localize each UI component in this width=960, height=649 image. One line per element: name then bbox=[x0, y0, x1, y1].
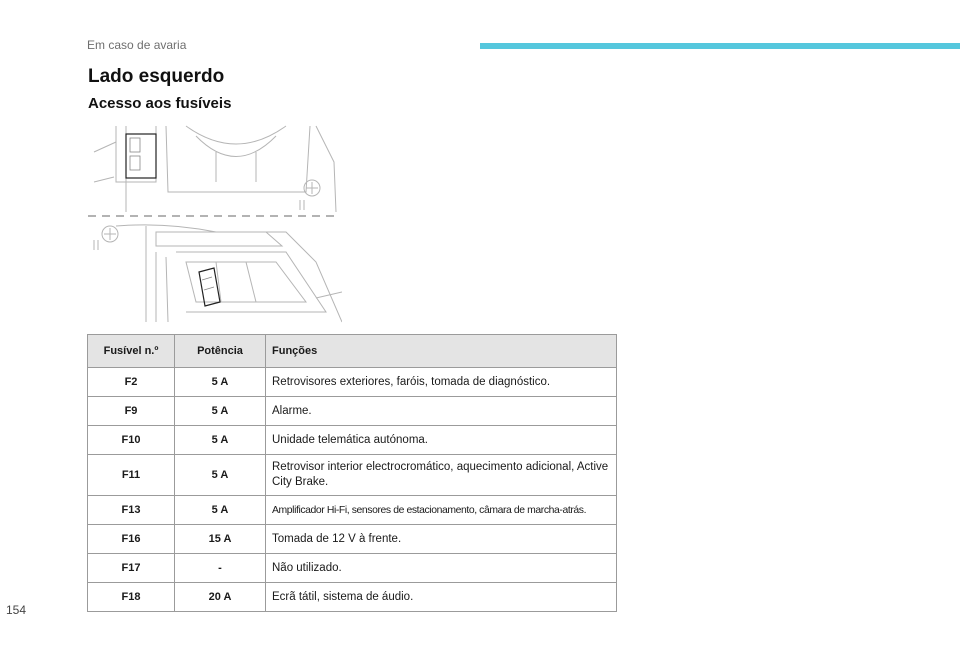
fuse-number: F13 bbox=[88, 496, 175, 525]
section-subtitle: Acesso aos fusíveis bbox=[88, 95, 232, 112]
fuse-power: 5 A bbox=[175, 455, 266, 496]
table-header-row bbox=[88, 335, 617, 368]
fuse-power: 5 A bbox=[175, 368, 266, 397]
header-accent-bar bbox=[480, 43, 960, 49]
fuse-number: F9 bbox=[88, 397, 175, 426]
fuse-number: F17 bbox=[88, 554, 175, 583]
fuse-power: 20 A bbox=[175, 583, 266, 612]
table-row bbox=[88, 426, 617, 455]
fuse-power: 5 A bbox=[175, 496, 266, 525]
column-header-functions: Funções bbox=[266, 335, 617, 368]
fuse-function: Retrovisores exteriores, faróis, tomada de diagnóstico. bbox=[266, 368, 617, 397]
table-row bbox=[88, 554, 617, 583]
fuse-power: 5 A bbox=[175, 397, 266, 426]
fuse-function: Alarme. bbox=[266, 397, 617, 426]
fuse-table bbox=[87, 334, 617, 612]
page-title: Lado esquerdo bbox=[88, 66, 225, 87]
column-header-fuse: Fusível n.º bbox=[88, 335, 175, 368]
fuse-function: Não utilizado. bbox=[266, 554, 617, 583]
fuse-function: Retrovisor interior electrocromático, aquecimento adicional, Active City Brake. bbox=[266, 455, 617, 496]
fuse-number: F16 bbox=[88, 525, 175, 554]
table-row bbox=[88, 368, 617, 397]
table-row bbox=[88, 455, 617, 496]
fuse-number: F2 bbox=[88, 368, 175, 397]
fuse-power: 5 A bbox=[175, 426, 266, 455]
table-row bbox=[88, 496, 617, 525]
section-header: Em caso de avaria bbox=[87, 38, 187, 52]
column-header-power: Potência bbox=[175, 335, 266, 368]
fuse-number: F10 bbox=[88, 426, 175, 455]
fuse-function: Amplificador Hi-Fi, sensores de estacionamento, câmara de marcha-atrás. bbox=[266, 496, 617, 525]
table-row bbox=[88, 397, 617, 426]
fuse-number: F11 bbox=[88, 455, 175, 496]
fuse-power: 15 A bbox=[175, 525, 266, 554]
page-number: 154 bbox=[6, 603, 27, 617]
fuse-function: Tomada de 12 V à frente. bbox=[266, 525, 617, 554]
fuse-power: - bbox=[175, 554, 266, 583]
table-row bbox=[88, 525, 617, 554]
table-row bbox=[88, 583, 617, 612]
fuse-function: Unidade telemática autónoma. bbox=[266, 426, 617, 455]
fuse-number: F18 bbox=[88, 583, 175, 612]
fuse-access-illustration bbox=[86, 122, 342, 326]
fuse-function: Ecrã tátil, sistema de áudio. bbox=[266, 583, 617, 612]
